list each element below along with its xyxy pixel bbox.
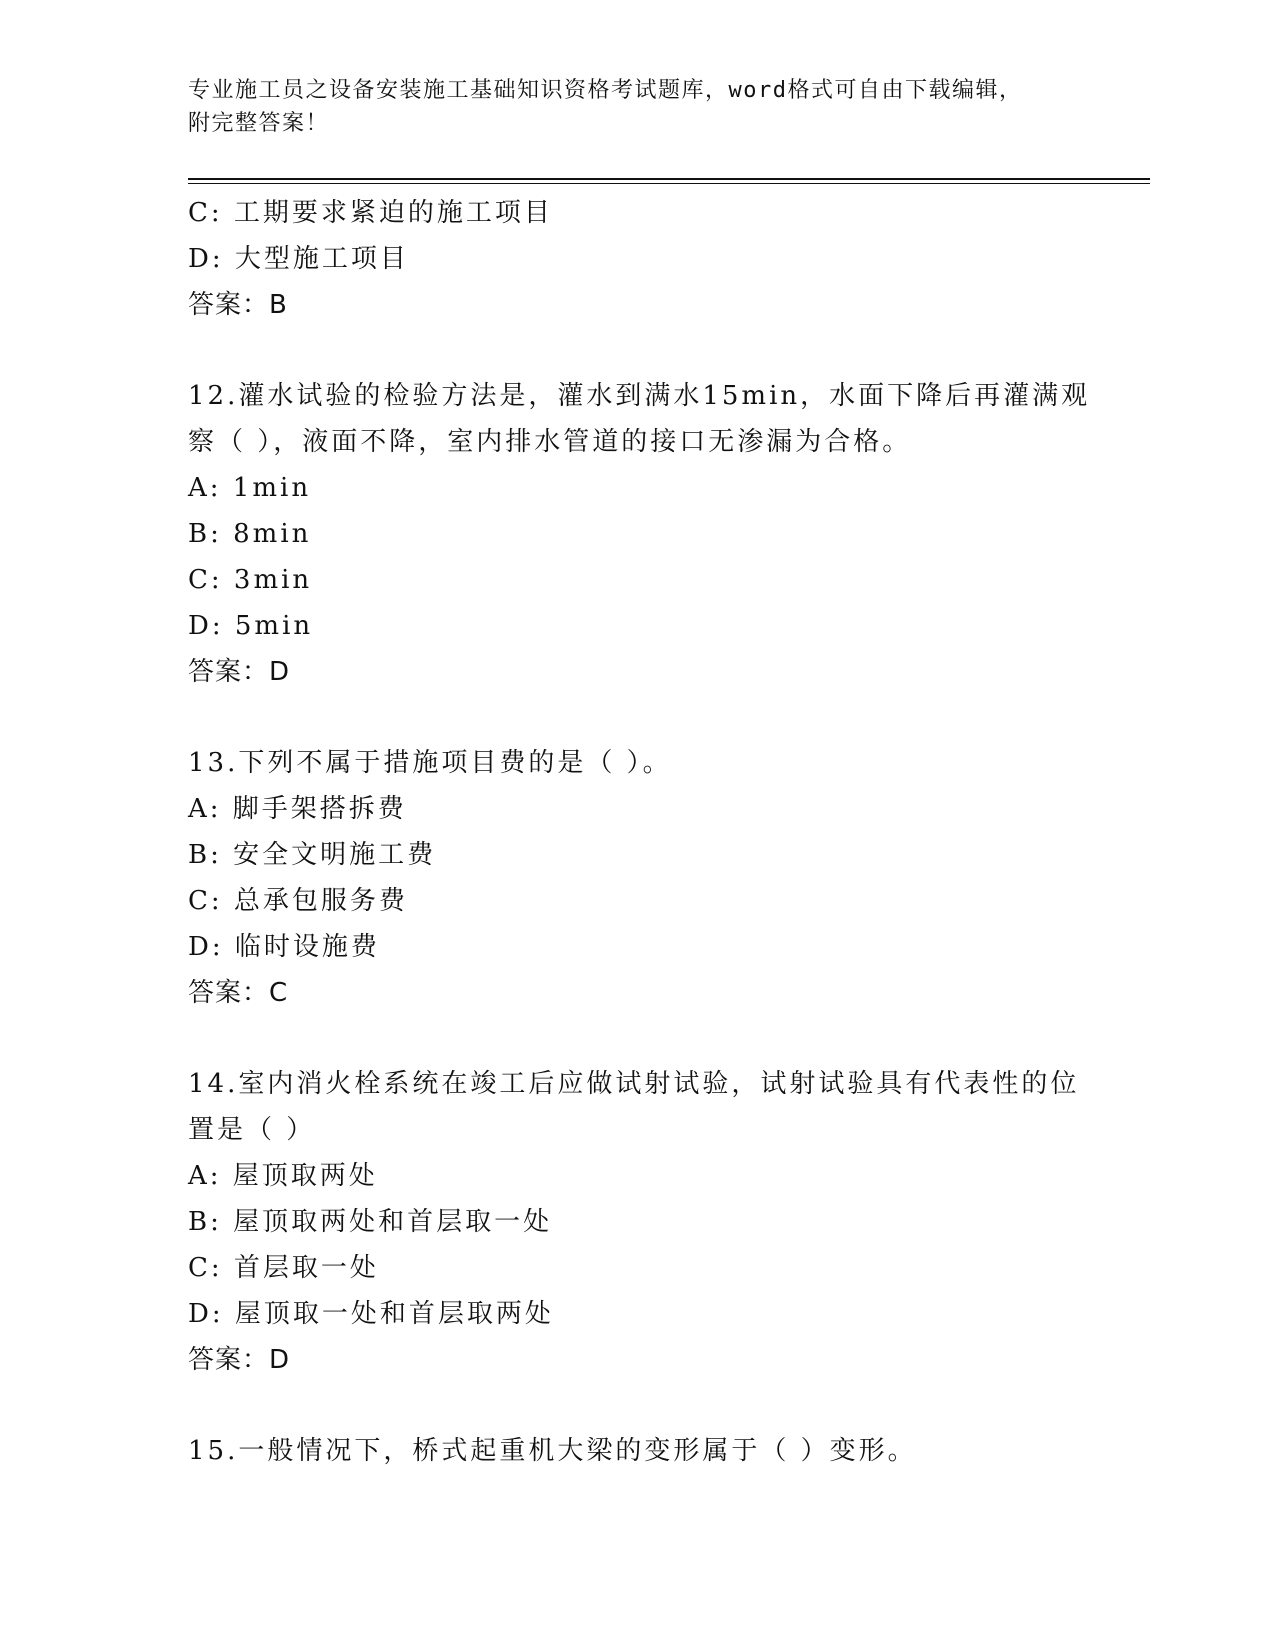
header-line-1: 专业施工员之设备安装施工基础知识资格考试题库，word格式可自由下载编辑， [188,78,1023,103]
answer-line: 答案：D [188,1345,291,1375]
option-c: C: 总承包服务费 [188,886,408,916]
question-15 [188,1428,1088,1474]
question-13 [188,740,1088,1016]
option-b: B: 屋顶取两处和首层取一处 [188,1207,553,1237]
option-d: D: 屋顶取一处和首层取两处 [188,1299,554,1329]
question-11 [188,190,1088,328]
spacer [188,695,1088,740]
option-b: B: 8min [188,519,312,549]
document-header [188,74,1088,140]
header-divider-thin [188,183,1150,184]
question-text-line-1: 13.下列不属于措施项目费的是（ ）。 [188,748,672,778]
spacer [188,328,1088,373]
option-d: D: 大型施工项目 [188,244,409,274]
question-list [188,190,1091,1474]
header-divider-thick [188,178,1150,180]
option-a: A: 1min [188,473,312,503]
option-d: D: 临时设施费 [188,932,380,962]
question-12 [188,373,1091,695]
question-text-line-1: 12.灌水试验的检验方法是，灌水到满水15min，水面下降后再灌满观 [188,381,1091,411]
answer-line: 答案：C [188,978,289,1008]
option-c: C: 3min [188,565,313,595]
answer-line: 答案：D [188,657,291,687]
option-a: A: 脚手架搭拆费 [188,794,407,824]
spacer [188,1016,1088,1061]
question-14 [188,1061,1088,1383]
option-a: A: 屋顶取两处 [188,1161,378,1191]
option-c: C: 首层取一处 [188,1253,379,1283]
option-c: C: 工期要求紧迫的施工项目 [188,198,553,228]
question-text-line-2: 置是（ ） [188,1115,316,1145]
spacer [188,1383,1088,1428]
option-d: D: 5min [188,611,314,641]
answer-line: 答案：B [188,290,288,320]
header-line-2: 附完整答案！ [188,111,330,136]
option-b: B: 安全文明施工费 [188,840,437,870]
question-text-line-1: 15.一般情况下，桥式起重机大梁的变形属于（ ）变形。 [188,1436,917,1466]
question-text-line-1: 14.室内消火栓系统在竣工后应做试射试验，试射试验具有代表性的位 [188,1069,1080,1099]
question-text-line-2: 察（ ），液面不降，室内排水管道的接口无渗漏为合格。 [188,427,912,457]
